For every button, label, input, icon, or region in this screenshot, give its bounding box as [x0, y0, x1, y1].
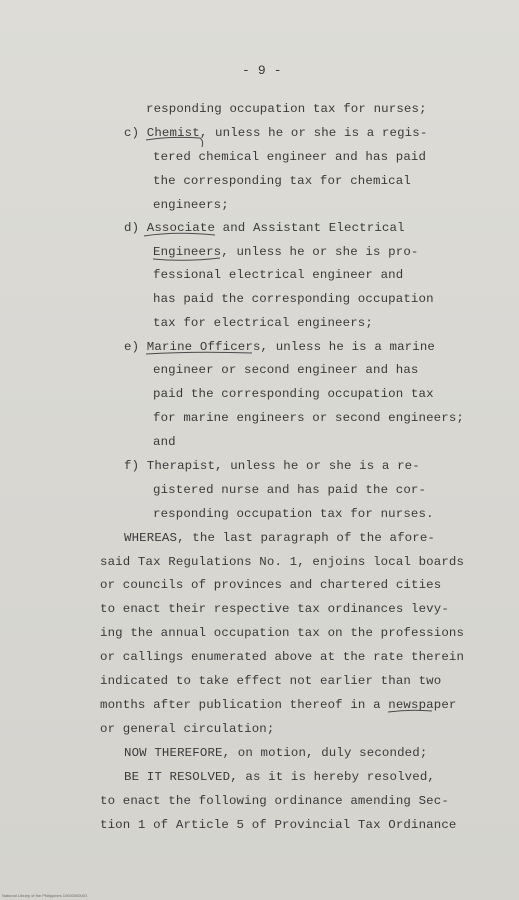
text-line-11: e) Marine Officers, unless he is a marine: [124, 340, 436, 354]
text-line-6: d) Associate and Assistant Electrical: [124, 221, 405, 235]
text-line-16: f) Therapist, unless he or she is a re-: [124, 459, 420, 473]
text-line-4: the corresponding tax for chemical: [153, 174, 411, 188]
text-line-28: NOW THEREFORE, on motion, duly seconded;: [124, 746, 428, 760]
text-line-1: responding occupation tax for nurses;: [146, 102, 427, 116]
text-line-24: or callings enumerated above at the rate therein: [100, 650, 465, 664]
page-number: - 9 -: [242, 63, 282, 78]
text-line-25: indicated to take effect not earlier than two: [100, 674, 442, 688]
text-line-30: to enact the following ordinance amending Sec-: [100, 794, 449, 808]
text-line-19: WHEREAS, the last paragraph of the afore-: [124, 531, 436, 545]
text-line-29: BE IT RESOLVED, as it is hereby resolved,: [124, 770, 436, 784]
text-line-12: engineer or second engineer and has: [153, 363, 419, 377]
text-line-31: tion 1 of Article 5 of Provincial Tax Ordinance: [100, 818, 457, 832]
text-line-5: engineers;: [153, 198, 229, 212]
text-line-14: for marine engineers or second engineers;: [153, 411, 465, 425]
text-line-2: c) Chemist, unless he or she is a regis-: [124, 126, 428, 140]
text-line-15: and: [153, 435, 176, 449]
text-line-22: to enact their respective tax ordinances levy-: [100, 602, 449, 616]
text-line-7: Engineers, unless he or she is pro-: [153, 245, 419, 259]
text-line-3: tered chemical engineer and has paid: [153, 150, 427, 164]
text-line-18: responding occupation tax for nurses.: [153, 507, 434, 521]
footer-archive-note: National Library of the Philippines 10000000001: [2, 893, 88, 898]
text-line-21: or councils of provinces and chartered cities: [100, 578, 442, 592]
text-line-23: ing the annual occupation tax on the professions: [100, 626, 465, 640]
text-line-13: paid the corresponding occupation tax: [153, 387, 434, 401]
text-line-8: fessional electrical engineer and: [153, 268, 404, 282]
text-line-27: or general circulation;: [100, 722, 275, 736]
text-line-26: months after publication thereof in a newspaper: [100, 698, 457, 712]
text-line-20: said Tax Regulations No. 1, enjoins local boards: [100, 555, 465, 569]
text-line-17: gistered nurse and has paid the cor-: [153, 483, 427, 497]
text-line-10: tax for electrical engineers;: [153, 316, 373, 330]
text-line-9: has paid the corresponding occupation: [153, 292, 434, 306]
